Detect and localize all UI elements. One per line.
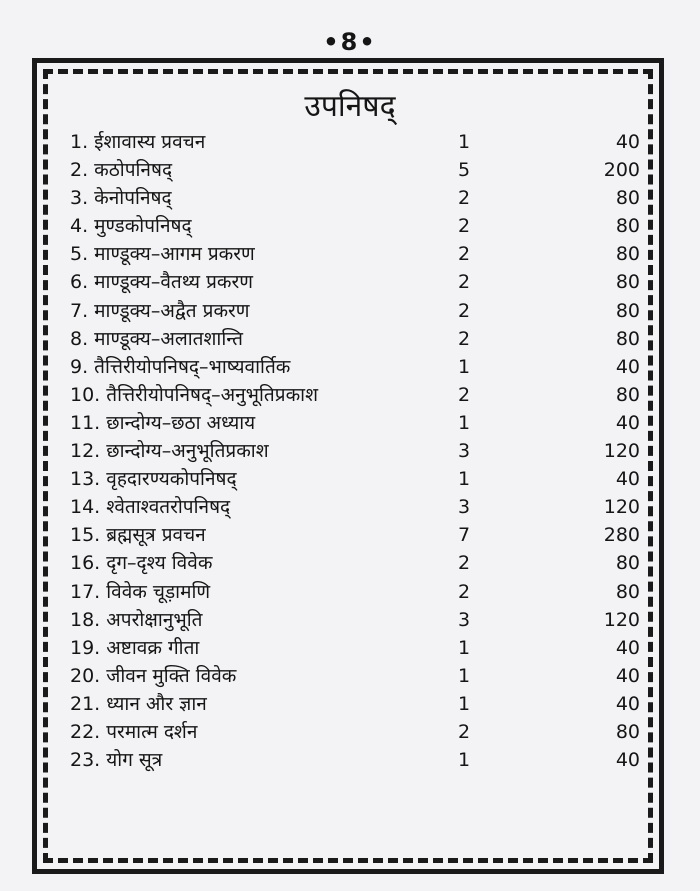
book-price: 80 <box>615 187 640 210</box>
list-item <box>70 297 640 325</box>
book-title: 1. ईशावास्य प्रवचन <box>70 131 206 153</box>
page-title: उपनिषद् <box>304 89 396 124</box>
book-quantity: 2 <box>457 215 471 238</box>
book-quantity: 1 <box>457 692 471 715</box>
list-item <box>70 240 640 268</box>
book-quantity: 2 <box>457 271 471 294</box>
book-quantity: 2 <box>457 327 471 350</box>
book-quantity: 1 <box>457 664 471 687</box>
book-title: 9. तैत्तिरीयोपनिषद्–भाष्यवार्तिक <box>70 355 291 378</box>
list-item <box>70 128 640 156</box>
book-title: 4. मुण्डकोपनिषद् <box>70 215 192 238</box>
book-quantity: 2 <box>457 580 471 603</box>
page-number: •8• <box>323 28 377 56</box>
book-quantity: 5 <box>457 159 471 182</box>
book-title: 15. ब्रह्मसूत्र प्रवचन <box>70 524 206 547</box>
book-price: 80 <box>615 243 640 266</box>
book-title: 21. ध्यान और ज्ञान <box>70 692 207 715</box>
book-price: 40 <box>615 131 640 153</box>
list-item <box>70 381 640 409</box>
list-item <box>70 662 640 690</box>
list-item <box>70 212 640 240</box>
book-title: 13. वृहदारण्यकोपनिषद् <box>70 468 237 491</box>
book-quantity: 1 <box>457 636 471 659</box>
book-price: 80 <box>615 299 640 322</box>
book-quantity: 3 <box>457 496 471 519</box>
book-title: 5. माण्डूक्य–आगम प्रकरण <box>70 243 255 266</box>
book-title: 6. माण्डूक्य–वैतथ्य प्रकरण <box>70 271 254 294</box>
book-price: 40 <box>615 692 640 715</box>
list-item <box>70 521 640 549</box>
book-quantity: 2 <box>457 299 471 322</box>
book-title: 11. छान्दोग्य–छठा अध्याय <box>70 411 256 434</box>
book-title: 3. केनोपनिषद् <box>70 187 172 210</box>
book-quantity: 2 <box>457 187 471 210</box>
list-item <box>70 325 640 353</box>
book-price: 40 <box>615 468 640 491</box>
book-title: 2. कठोपनिषद् <box>70 159 173 182</box>
book-quantity: 2 <box>457 383 471 406</box>
book-price: 280 <box>603 524 640 547</box>
book-quantity: 3 <box>457 608 471 631</box>
book-price: 80 <box>615 552 640 575</box>
book-title: 20. जीवन मुक्ति विवेक <box>70 664 237 687</box>
book-price: 120 <box>603 608 640 631</box>
book-price: 80 <box>615 327 640 350</box>
book-title: 16. दृग–दृश्य विवेक <box>70 552 213 575</box>
book-quantity: 1 <box>457 355 471 378</box>
list-item <box>70 746 640 774</box>
book-quantity: 2 <box>457 720 471 743</box>
book-title: 10. तैत्तिरीयोपनिषद्–अनुभूतिप्रकाश <box>70 383 319 406</box>
book-quantity: 2 <box>457 243 471 266</box>
book-quantity: 3 <box>457 440 471 463</box>
book-price: 80 <box>615 215 640 238</box>
book-quantity: 1 <box>457 468 471 491</box>
book-title: 7. माण्डूक्य–अद्वैत प्रकरण <box>70 299 250 322</box>
list-item <box>70 268 640 296</box>
book-quantity: 1 <box>457 749 471 772</box>
list-item <box>70 606 640 634</box>
list-item <box>70 634 640 662</box>
book-price: 80 <box>615 580 640 603</box>
list-item <box>70 493 640 521</box>
book-quantity: 1 <box>457 131 471 153</box>
list-item <box>70 690 640 718</box>
book-price: 80 <box>615 271 640 294</box>
book-title: 23. योग सूत्र <box>70 749 163 772</box>
book-list <box>70 128 640 774</box>
list-item <box>70 409 640 437</box>
book-quantity: 7 <box>457 524 471 547</box>
list-item <box>70 437 640 465</box>
book-quantity: 2 <box>457 552 471 575</box>
book-price: 80 <box>615 720 640 743</box>
book-title: 12. छान्दोग्य–अनुभूतिप्रकाश <box>70 440 269 463</box>
book-price: 40 <box>615 664 640 687</box>
book-price: 40 <box>615 636 640 659</box>
book-title: 19. अष्टावक्र गीता <box>70 636 200 659</box>
book-price: 40 <box>615 411 640 434</box>
book-price: 120 <box>603 496 640 519</box>
list-item <box>70 578 640 606</box>
book-title: 17. विवेक चूड़ामणि <box>70 580 211 603</box>
book-title: 14. श्वेताश्वतरोपनिषद् <box>70 496 231 519</box>
list-item <box>70 353 640 381</box>
book-price: 200 <box>603 159 640 182</box>
book-title: 18. अपरोक्षानुभूति <box>70 608 203 631</box>
book-price: 80 <box>615 383 640 406</box>
list-item <box>70 184 640 212</box>
book-title: 8. माण्डूक्य–अलातशान्ति <box>70 327 243 350</box>
list-item <box>70 465 640 493</box>
book-quantity: 1 <box>457 411 471 434</box>
list-item <box>70 156 640 184</box>
list-item <box>70 549 640 577</box>
book-price: 40 <box>615 355 640 378</box>
book-price: 40 <box>615 749 640 772</box>
list-item <box>70 718 640 746</box>
book-price: 120 <box>603 440 640 463</box>
book-title: 22. परमात्म दर्शन <box>70 720 198 743</box>
